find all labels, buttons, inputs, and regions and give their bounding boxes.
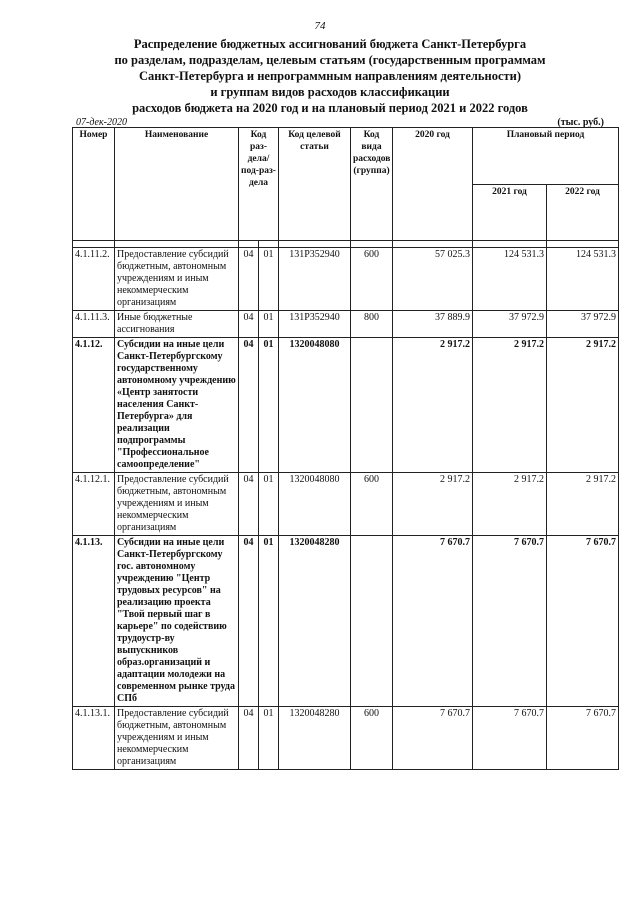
units-label: (тыс. руб.) — [557, 117, 604, 128]
header-name: Наименование — [115, 128, 239, 241]
row-target-code: 1320048080 — [279, 338, 351, 473]
row-name: Иные бюджетные ассигнования — [115, 311, 239, 338]
row-number: 4.1.13. — [73, 536, 115, 707]
table-row — [73, 248, 619, 311]
table-row — [73, 473, 619, 536]
header-planned-period: Плановый период — [473, 128, 619, 185]
row-target-code: 131P352940 — [279, 248, 351, 311]
row-amount-2021: 2 917.2 — [473, 338, 547, 473]
title-line: по разделам, подразделам, целевым статьям (государственным программам — [114, 53, 546, 67]
title-line: и группам видов расходов классификации — [210, 85, 450, 99]
row-amount-2022: 7 670.7 — [547, 536, 619, 707]
row-subsection: 01 — [259, 338, 279, 473]
header-target-code: Код целевой статьи — [279, 128, 351, 241]
page-number: 74 — [314, 20, 326, 32]
document-title — [60, 36, 600, 116]
title-line: Распределение бюджетных ассигнований бюджета Санкт-Петербурга — [133, 37, 527, 51]
row-name: Субсидии на иные цели Санкт-Петербургскому государственному автономному учреждению «Центр занятости населения Санкт-Петербурга» для реализации подпрограммы "Профессиональное самоопределение" — [115, 338, 239, 473]
table-row — [73, 338, 619, 473]
header-number: Номер — [73, 128, 115, 241]
table-row — [73, 536, 619, 707]
row-amount-2020: 2 917.2 — [393, 473, 473, 536]
row-amount-2021: 2 917.2 — [473, 473, 547, 536]
document-date: 07-дек-2020 — [76, 117, 127, 128]
row-amount-2021: 124 531.3 — [473, 248, 547, 311]
row-expense-code — [351, 536, 393, 707]
row-target-code: 1320048080 — [279, 473, 351, 536]
row-expense-code: 600 — [351, 707, 393, 770]
table-row — [73, 311, 619, 338]
budget-table — [72, 127, 619, 770]
row-amount-2020: 7 670.7 — [393, 707, 473, 770]
row-section: 04 — [239, 248, 259, 311]
row-amount-2021: 7 670.7 — [473, 536, 547, 707]
row-target-code: 1320048280 — [279, 707, 351, 770]
row-amount-2022: 2 917.2 — [547, 473, 619, 536]
row-name: Предоставление субсидий бюджетным, автономным учреждениям и иным некоммерческим организациям — [115, 248, 239, 311]
title-line: Санкт-Петербурга и непрограммным направлениям деятельности) — [138, 69, 521, 83]
table-row — [73, 707, 619, 770]
budget-rows — [73, 241, 619, 770]
row-number: 4.1.12.1. — [73, 473, 115, 536]
row-amount-2021: 37 972.9 — [473, 311, 547, 338]
row-amount-2020: 2 917.2 — [393, 338, 473, 473]
row-amount-2022: 124 531.3 — [547, 248, 619, 311]
row-subsection: 01 — [259, 311, 279, 338]
row-expense-code: 800 — [351, 311, 393, 338]
header-2021: 2021 год — [473, 184, 547, 241]
row-expense-code — [351, 338, 393, 473]
row-number: 4.1.11.2. — [73, 248, 115, 311]
row-number: 4.1.12. — [73, 338, 115, 473]
row-section: 04 — [239, 473, 259, 536]
spacer-row — [73, 241, 619, 248]
row-number: 4.1.11.3. — [73, 311, 115, 338]
row-amount-2020: 37 889.9 — [393, 311, 473, 338]
row-amount-2020: 7 670.7 — [393, 536, 473, 707]
row-subsection: 01 — [259, 707, 279, 770]
row-name: Предоставление субсидий бюджетным, автономным учреждениям и иным некоммерческим организациям — [115, 707, 239, 770]
row-expense-code: 600 — [351, 248, 393, 311]
row-section: 04 — [239, 536, 259, 707]
title-line: расходов бюджета на 2020 год и на плановый период 2021 и 2022 годов — [132, 101, 528, 115]
row-expense-code: 600 — [351, 473, 393, 536]
row-section: 04 — [239, 311, 259, 338]
row-subsection: 01 — [259, 473, 279, 536]
header-2020: 2020 год — [393, 128, 473, 241]
row-amount-2020: 57 025.3 — [393, 248, 473, 311]
row-amount-2022: 2 917.2 — [547, 338, 619, 473]
header-expense-code: Код вида расходов (группа) — [351, 128, 393, 241]
header-2022: 2022 год — [547, 184, 619, 241]
row-name: Субсидии на иные цели Санкт-Петербургскому гос. автономному учреждению "Центр трудовых ресурсов" на реализацию проекта "Твой первый шаг в карьере" по содействию трудоустр-ву выпускников образ.организаций и адаптации молодежи на современном рынке труда СПб — [115, 536, 239, 707]
row-amount-2021: 7 670.7 — [473, 707, 547, 770]
row-amount-2022: 37 972.9 — [547, 311, 619, 338]
row-subsection: 01 — [259, 248, 279, 311]
row-section: 04 — [239, 707, 259, 770]
row-target-code: 1320048280 — [279, 536, 351, 707]
row-number: 4.1.13.1. — [73, 707, 115, 770]
row-amount-2022: 7 670.7 — [547, 707, 619, 770]
row-section: 04 — [239, 338, 259, 473]
row-target-code: 131P352940 — [279, 311, 351, 338]
header-section-code: Код раз-дела/ под-раз-дела — [239, 128, 279, 241]
row-name: Предоставление субсидий бюджетным, автономным учреждениям и иным некоммерческим организациям — [115, 473, 239, 536]
row-subsection: 01 — [259, 536, 279, 707]
